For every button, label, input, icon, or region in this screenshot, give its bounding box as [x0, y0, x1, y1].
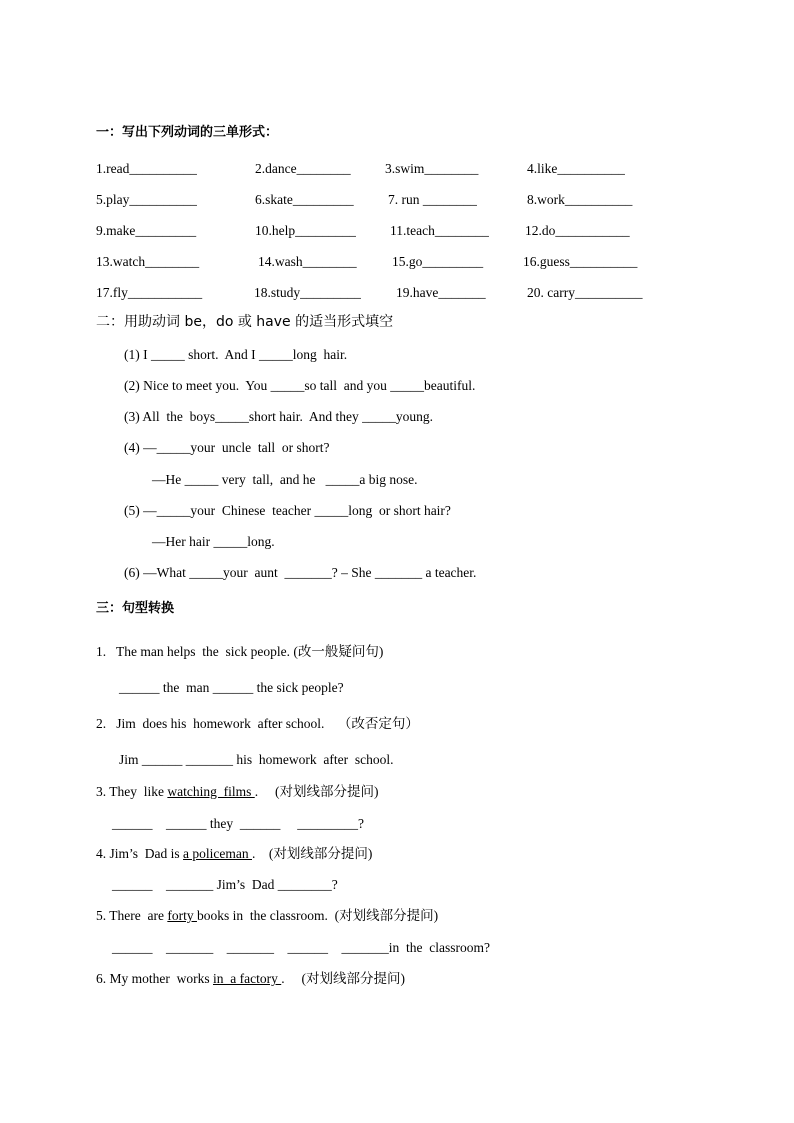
underlined-part: a policeman: [183, 846, 252, 861]
verb-item: 9.make_________: [96, 223, 197, 238]
section-1-title: 一：写出下列动词的三单形式：: [96, 125, 279, 140]
fill-item: (2) Nice to meet you. You _____so tall and you _____beautiful.: [124, 378, 476, 393]
verb-item: 19.have_______: [396, 285, 486, 300]
fill-item: (4) —_____your uncle tall or short?: [124, 440, 330, 455]
verb-item: 20. carry__________: [527, 285, 643, 300]
underlined-part: watching films: [167, 784, 255, 799]
section-3-title: 三：句型转换: [96, 601, 175, 616]
transform-question: 2. Jim does his homework after school. （改否定句）: [96, 716, 419, 731]
verb-item: 15.go_________: [392, 254, 484, 269]
verb-item: 7. run ________: [388, 192, 477, 207]
verb-item: 13.watch________: [96, 254, 200, 269]
fill-item: (6) —What _____your aunt _______? – She _______ a teacher.: [124, 565, 477, 580]
verb-item: 2.dance________: [255, 161, 351, 176]
underlined-part: in a factory: [213, 971, 282, 986]
verb-item: 3.swim________: [385, 161, 479, 176]
verb-item: 14.wash________: [258, 254, 357, 269]
section-2-title: 二：用助动词 be，do 或 have 的适当形式填空: [96, 314, 394, 330]
verb-item: 6.skate_________: [255, 192, 354, 207]
fill-item: —He _____ very tall, and he _____a big nose.: [152, 472, 418, 487]
transform-answer: ______ ______ they ______ _________?: [112, 816, 364, 831]
transform-question: 1. The man helps the sick people. (改一般疑问句): [96, 644, 384, 659]
fill-item: (1) I _____ short. And I _____long hair.: [124, 347, 348, 362]
verb-item: 17.fly___________: [96, 285, 203, 300]
transform-answer: Jim ______ _______ his homework after school.: [119, 752, 394, 767]
transform-question: 6. My mother works in a factory . (对划线部分提问): [96, 971, 405, 986]
verb-item: 4.like__________: [527, 161, 625, 176]
verb-item: 18.study_________: [254, 285, 361, 300]
fill-item: —Her hair _____long.: [152, 534, 275, 549]
transform-answer: ______ _______ _______ ______ _______in the classroom?: [112, 940, 490, 955]
verb-item: 8.work__________: [527, 192, 633, 207]
verb-item: 12.do___________: [525, 223, 630, 238]
transform-question: 3. They like watching films . (对划线部分提问): [96, 784, 379, 799]
transform-answer: ______ _______ Jim’s Dad ________?: [112, 877, 338, 892]
transform-answer: ______ the man ______ the sick people?: [119, 680, 344, 695]
fill-item: (3) All the boys_____short hair. And they _____young.: [124, 409, 433, 424]
fill-item: (5) —_____your Chinese teacher _____long or short hair?: [124, 503, 451, 518]
transform-question: 5. There are forty books in the classroom. (对划线部分提问): [96, 908, 439, 923]
transform-question: 4. Jim’s Dad is a policeman . (对划线部分提问): [96, 846, 373, 861]
verb-item: 10.help_________: [255, 223, 356, 238]
verb-item: 1.read__________: [96, 161, 197, 176]
verb-item: 11.teach________: [390, 223, 489, 238]
verb-item: 5.play__________: [96, 192, 197, 207]
underlined-part: forty: [167, 908, 197, 923]
verb-item: 16.guess__________: [523, 254, 638, 269]
